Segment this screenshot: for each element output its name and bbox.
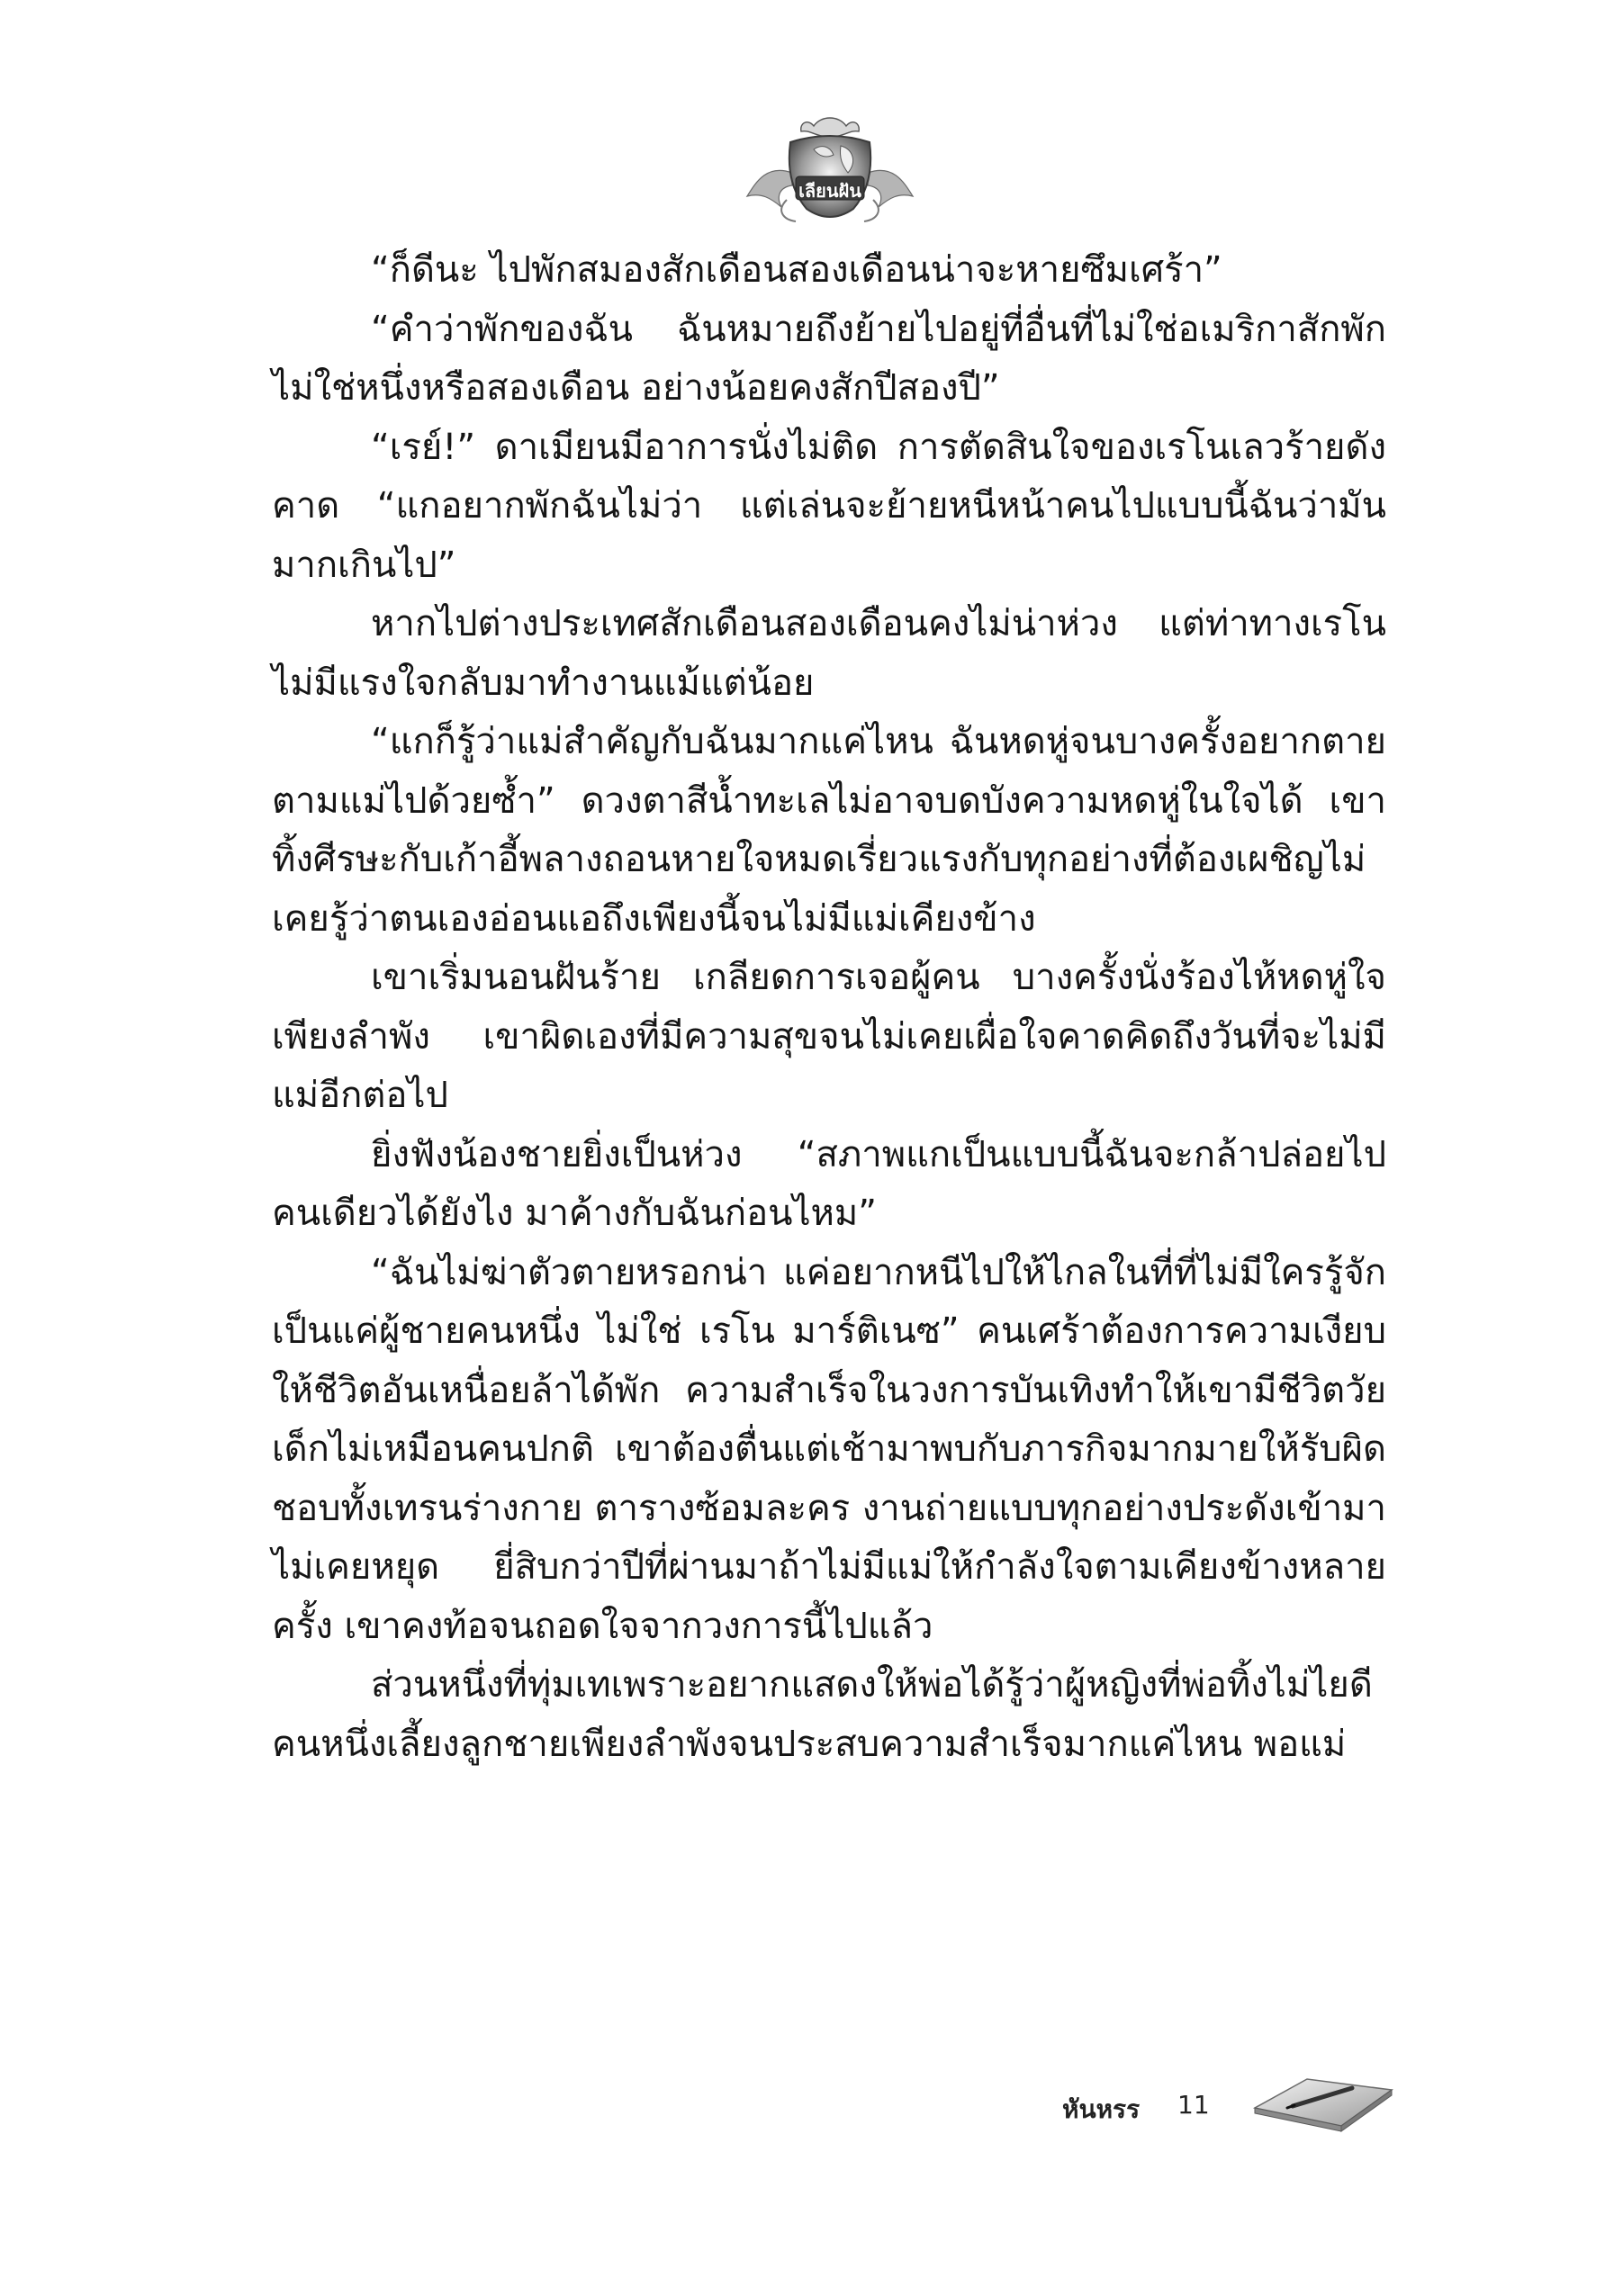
running-book-title: หันหรร xyxy=(1062,2094,1141,2124)
page-footer xyxy=(1062,2070,1386,2142)
logo-wordmark: เลียนฝัน xyxy=(798,180,861,202)
publisher-logo xyxy=(740,110,920,227)
paragraph: “เรย์!” ดาเมียนมีอาการนั่งไม่ติด การตัดสินใจของเรโนเลวร้ายดังคาด “แกอยากพักฉันไม่ว่า แต่เล่นจะย้ายหนีหน้าคนไปแบบนี้ฉันว่ามันมากเกินไป” xyxy=(272,426,1386,586)
paragraph: “ฉันไม่ฆ่าตัวตายหรอกน่า แค่อยากหนีไปให้ไกลในที่ที่ไม่มีใครรู้จักเป็นแค่ผู้ชายคนหนึ่ง ไม่ใช่ เรโน มาร์ติเนซ” คนเศร้าต้องการความเงียบให้ชีวิตอันเหนื่อยล้าได้พัก ความสำเร็จในวงการบันเทิงทำให้เขามีชีวิตวัยเด็กไม่เหมือนคนปกติ เขาต้องตื่นแต่เช้ามาพบกับภารกิจมากมายให้รับผิดชอบทั้งเทรนร่างกาย ตารางซ้อมละคร งานถ่ายแบบทุกอย่างประดังเข้ามาไม่เคยหยุด ยี่สิบกว่าปีที่ผ่านมาถ้าไม่มีแม่ให้กำลังใจตามเคียงข้างหลายครั้ง เขาคงท้อจนถอดใจจากวงการนี้ไปแล้ว xyxy=(272,1251,1386,1647)
paragraph: “คำว่าพักของฉัน ฉันหมายถึงย้ายไปอยู่ที่อื่นที่ไม่ใช่อเมริกาสักพัก ไม่ใช่หนึ่งหรือสองเดือน อย่างน้อยคงสักปีสองปี” xyxy=(272,308,1386,409)
ornament-emblem-icon xyxy=(740,110,920,227)
paragraph: “แกก็รู้ว่าแม่สำคัญกับฉันมากแค่ไหน ฉันหดหู่จนบางครั้งอยากตายตามแม่ไปด้วยซ้ำ” ดวงตาสีน้ำทะเลไม่อาจบดบังความหดหู่ในใจได้ เขาทิ้งศีรษะกับเก้าอี้พลางถอนหายใจหมดเรี่ยวแรงกับทุกอย่างที่ต้องเผชิญไม่เคยรู้ว่าตนเองอ่อนแอถึงเพียงนี้จนไม่มีแม่เคียงข้าง xyxy=(272,721,1386,940)
paragraph: ส่วนหนึ่งที่ทุ่มเทเพราะอยากแสดงให้พ่อได้รู้ว่าผู้หญิงที่พ่อทิ้งไม่ไยดีคนหนึ่งเลี้ยงลูกชายเพียงลำพังจนประสบความสำเร็จมากแค่ไหน พอแม่ xyxy=(272,1664,1373,1765)
notepad-pen-icon xyxy=(1251,2070,1395,2142)
paragraph: ยิ่งฟังน้องชายยิ่งเป็นห่วง “สภาพแกเป็นแบบนี้ฉันจะกล้าปล่อยไปคนเดียวได้ยังไง มาค้างกับฉันก่อนไหม” xyxy=(272,1133,1386,1234)
paragraph: หากไปต่างประเทศสักเดือนสองเดือนคงไม่น่าห่วง แต่ท่าทางเรโนไม่มีแรงใจกลับมาทำงานแม้แต่น้อย xyxy=(272,603,1386,704)
chapter-body xyxy=(272,241,1386,1774)
paragraph: เขาเริ่มนอนฝันร้าย เกลียดการเจอผู้คน บางครั้งนั่งร้องไห้หดหู่ใจเพียงลำพัง เขาผิดเองที่มีความสุขจนไม่เคยเผื่อใจคาดคิดถึงวันที่จะไม่มีแม่อีกต่อไป xyxy=(272,957,1386,1116)
paragraph: “ก็ดีนะ ไปพักสมองสักเดือนสองเดือนน่าจะหายซึมเศร้า” xyxy=(371,249,1222,291)
page-number: 11 xyxy=(1177,2090,1210,2120)
